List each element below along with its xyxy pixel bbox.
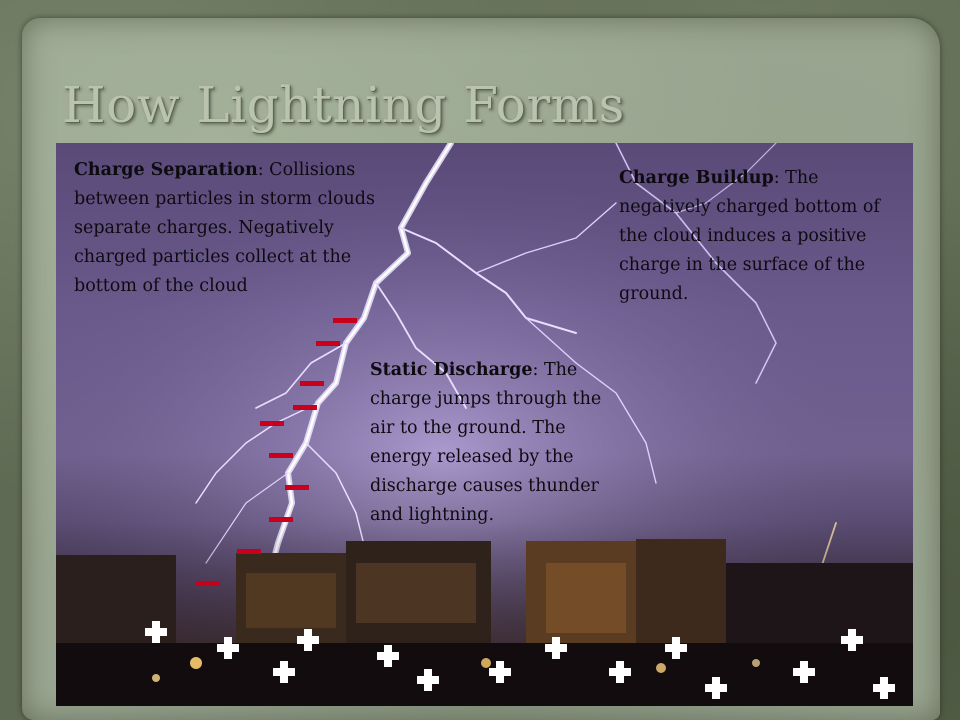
positive-charge-icon — [377, 645, 399, 667]
negative-charge-icon — [316, 341, 340, 346]
negative-charge-icon — [285, 485, 309, 490]
positive-charge-icon — [873, 677, 895, 699]
static-discharge-label — [370, 356, 620, 530]
static-discharge-text: : The charge jumps through the air to the ground. The energy released by the discharge causes thunder and lightning. — [370, 360, 602, 525]
negative-charge-icon — [237, 549, 261, 554]
positive-charge-icon — [793, 661, 815, 683]
positive-charge-icon — [417, 669, 439, 691]
positive-charge-icon — [217, 637, 239, 659]
negative-charge-icon — [293, 405, 317, 410]
negative-charge-icon — [300, 381, 324, 386]
charge-separation-text: : Collisions between particles in storm clouds separate charges. Negatively charged particles collect at the bottom of the cloud — [74, 160, 375, 296]
positive-charge-icon — [609, 661, 631, 683]
positive-charge-icon — [545, 637, 567, 659]
charge-separation-label — [74, 156, 404, 301]
slide-title: How Lightning Forms — [62, 76, 625, 134]
negative-charge-icon — [260, 421, 284, 426]
charge-buildup-label — [619, 164, 889, 309]
negative-charge-icon — [269, 517, 293, 522]
static-discharge-term: Static Discharge — [370, 360, 533, 380]
negative-charge-icon — [333, 318, 357, 323]
positive-charge-icon — [273, 661, 295, 683]
positive-charge-icon — [705, 677, 727, 699]
negative-charge-icon — [196, 581, 220, 586]
negative-charge-icon — [269, 453, 293, 458]
positive-charge-icon — [145, 621, 167, 643]
positive-charge-icon — [297, 629, 319, 651]
charge-separation-term: Charge Separation — [74, 160, 258, 180]
positive-charge-icon — [489, 661, 511, 683]
charge-buildup-term: Charge Buildup — [619, 168, 774, 188]
positive-charge-icon — [665, 637, 687, 659]
positive-charge-icon — [841, 629, 863, 651]
charge-buildup-text: : The negatively charged bottom of the cloud induces a positive charge in the surface of the ground. — [619, 168, 880, 304]
